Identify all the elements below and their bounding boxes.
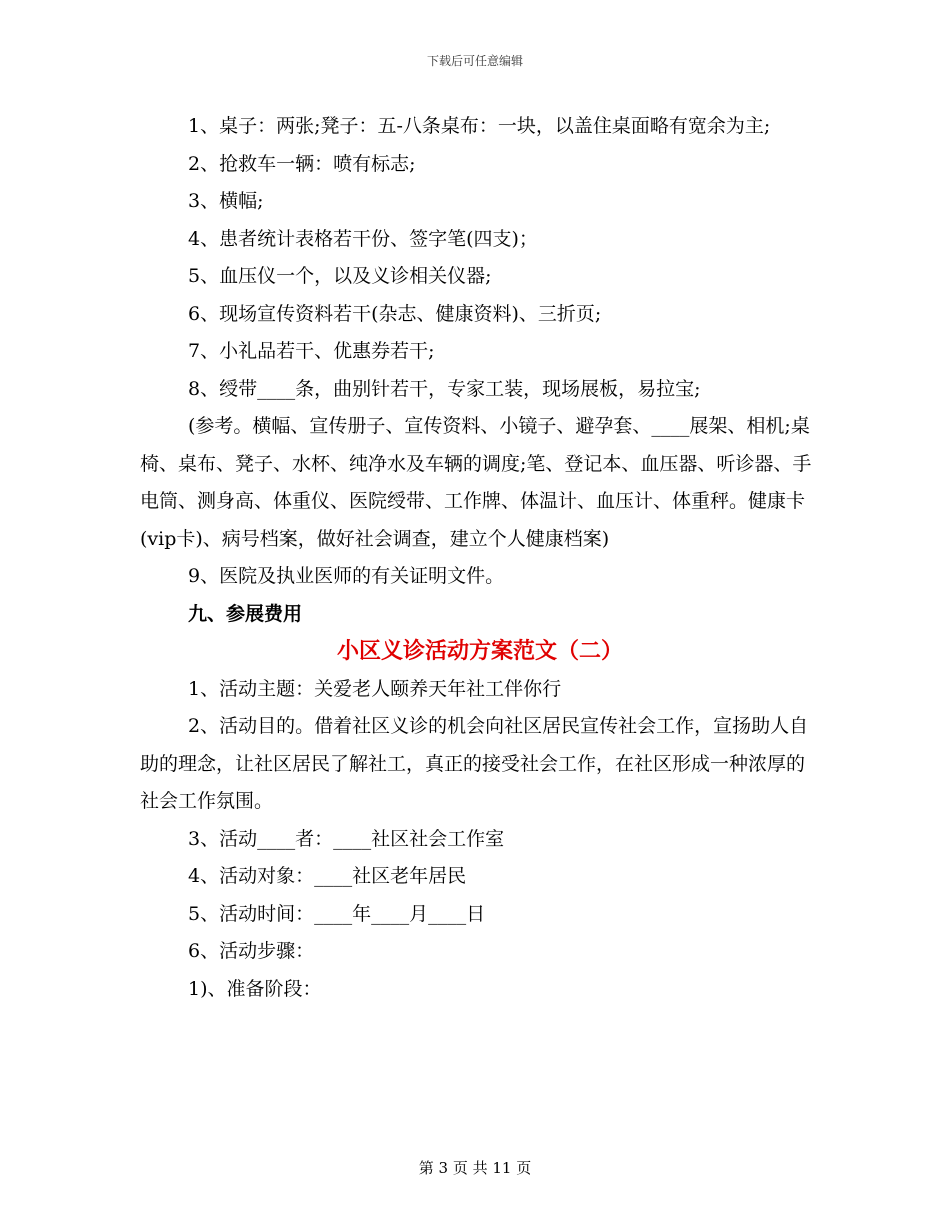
item-9: 9、医院及执业医师的有关证明文件。 [188, 565, 505, 587]
item-3: 3、横幅; [188, 190, 264, 212]
reference-paragraph: (参考。横幅、宣传册子、宣传资料、小镜子、避孕套、____展架、相机;桌椅、桌布、凳子、水杯、纯净水及车辆的调度;笔、登记本、血压器、听诊器、手电筒、测身高、体重仪、医院绶带、工作牌、体温计、血压计、体重秤。健康卡(vip卡)、病号档案，做好社会调查，建立个人健康档案) [140, 415, 812, 550]
document-body [140, 108, 820, 1008]
page-footer: 第 3 页 共 11 页 [418, 1159, 532, 1177]
section-title: 小区义诊活动方案范文（二） [336, 638, 623, 664]
item-8: 8、绶带____条，曲别针若干，专家工装，现场展板，易拉宝; [188, 377, 701, 400]
section-heading: 九、参展费用 [188, 602, 303, 625]
activity-organizer: 3、活动____者：____社区社会工作室 [188, 827, 505, 850]
activity-theme: 1、活动主题：关爱老人颐养天年社工伴你行 [188, 677, 562, 700]
item-5: 5、血压仪一个，以及义诊相关仪器; [188, 265, 492, 287]
activity-purpose: 2、活动目的。借着社区义诊的机会向社区居民宣传社会工作，宣扬助人自助的理念，让社区居民了解社工，真正的接受社会工作，在社区形成一种浓厚的社会工作氛围。 [140, 715, 809, 812]
page-header: 下载后可任意编辑 [426, 54, 523, 68]
item-1: 1、桌子：两张;凳子：五-八条桌布：一块，以盖住桌面略有宽余为主; [188, 115, 771, 137]
activity-target: 4、活动对象：____社区老年居民 [188, 865, 467, 887]
item-4: 4、患者统计表格若干份、签字笔(四支)； [188, 227, 538, 250]
item-7: 7、小礼品若干、优惠券若干; [188, 340, 435, 362]
item-2: 2、抢救车一辆：喷有标志; [188, 152, 416, 175]
activity-time: 5、活动时间：____年____月____日 [188, 902, 486, 925]
activity-steps: 6、活动步骤： [188, 940, 315, 962]
preparation-stage: 1)、准备阶段： [188, 977, 322, 1000]
item-6: 6、现场宣传资料若干(杂志、健康资料)、三折页; [188, 302, 602, 325]
